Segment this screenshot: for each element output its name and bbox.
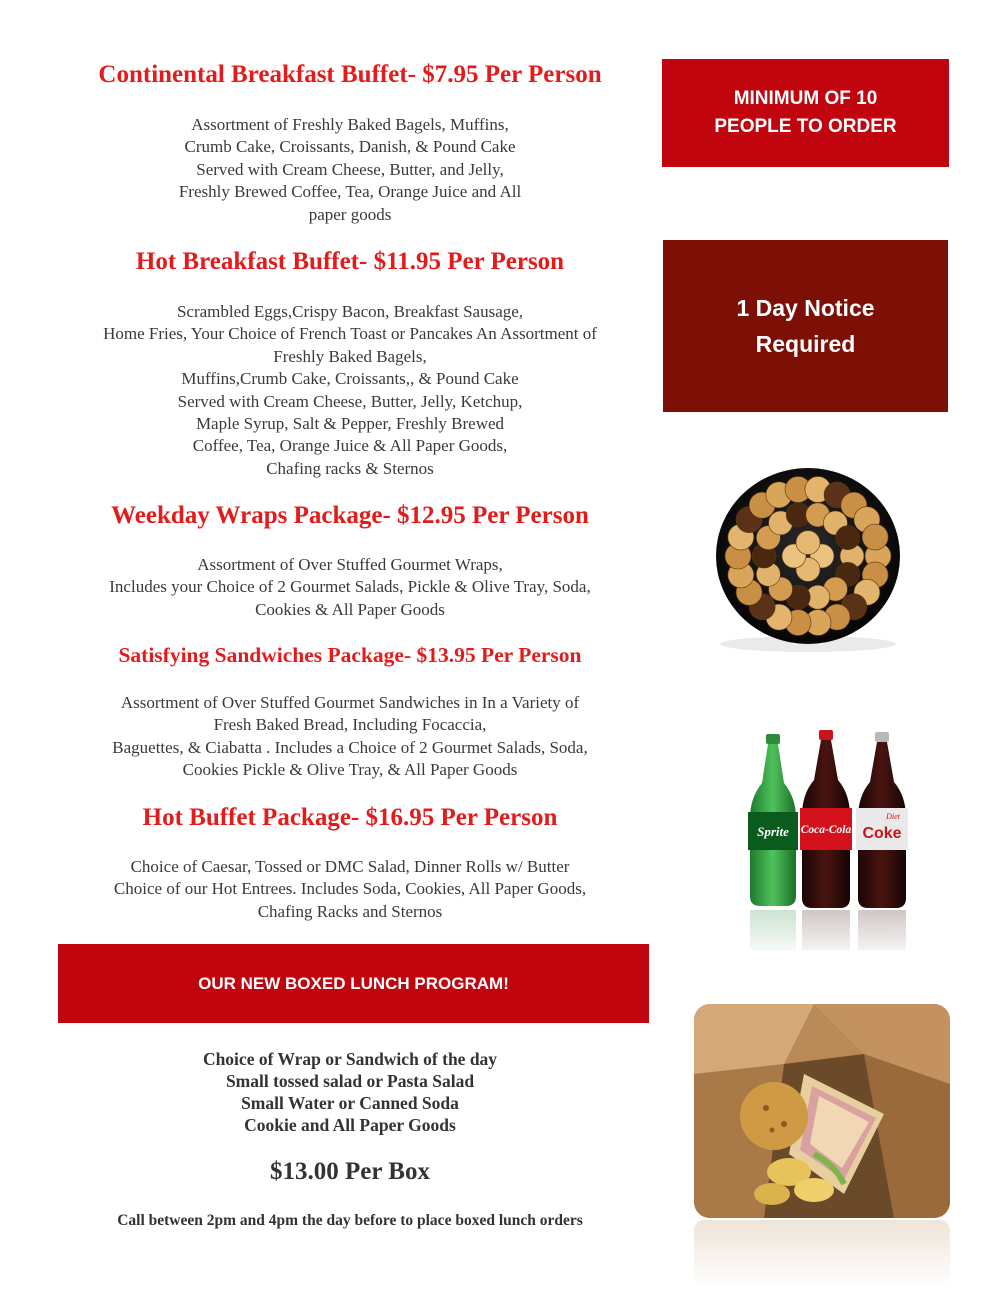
soda-bottles-image [688,728,973,960]
notice-line: PEOPLE TO ORDER [714,116,897,137]
minimum-order-notice [662,59,949,167]
desc-line: paper goods [308,204,392,224]
boxed-lunch-banner: OUR NEW BOXED LUNCH PROGRAM! [58,944,649,1023]
desc-line: Assortment of Over Stuffed Gourmet Sandwiches in In a Variety of [120,693,580,712]
sandwiches-package-title: Satisfying Sandwiches Package- $13.95 Per Person [118,643,582,667]
boxed-item: Small Water or Canned Soda [241,1093,459,1113]
boxed-lunch-items [55,1048,645,1136]
diet-coke-bottle [856,732,908,908]
hot-breakfast-description [55,301,645,480]
hot-breakfast-title: Hot Breakfast Buffet- $11.95 Per Person [135,248,565,275]
boxed-lunch-image [694,1004,950,1288]
weekday-wraps-title: Weekday Wraps Package- $12.95 Per Person [111,502,589,529]
desc-line: Cookies & All Paper Goods [255,599,445,619]
notice-line: 1 Day Notice [736,295,875,321]
desc-line: Chafing Racks and Sternos [257,901,443,921]
hot-buffet-title: Hot Buffet Package- $16.95 Per Person [142,804,558,831]
desc-line: Coffee, Tea, Orange Juice & All Paper Goods, [192,436,508,456]
desc-line: Served with Cream Cheese, Butter, and Jelly, [196,159,504,179]
desc-line: Freshly Baked Bagels, [273,346,427,366]
desc-line: Freshly Brewed Coffee, Tea, Orange Juice and All [178,182,522,202]
boxed-item: Cookie and All Paper Goods [244,1115,456,1135]
sandwiches-package-description [55,692,645,782]
weekday-wraps-description [55,554,645,621]
desc-line: Served with Cream Cheese, Butter, Jelly, Ketchup, [177,391,523,411]
desc-line: Scrambled Eggs,Crispy Bacon, Breakfast Sausage, [176,302,524,321]
desc-line: Crumb Cake, Croissants, Danish, & Pound Cake [184,137,516,157]
desc-line: Includes your Choice of 2 Gourmet Salads, Pickle & Olive Tray, Soda, [109,577,591,597]
desc-line: Muffins,Crumb Cake, Croissants,, & Pound Cake [181,369,519,389]
coca-cola-label: Coca-Cola [800,824,852,836]
cookie [796,531,820,555]
cookie [862,524,888,550]
boxed-item: Small tossed salad or Pasta Salad [225,1071,475,1091]
diet-label: Diet [886,812,900,821]
desc-line: Assortment of Freshly Baked Bagels, Muffins, [191,115,509,134]
coca-cola-bottle [800,730,852,908]
desc-line: Chafing racks & Sternos [266,458,434,478]
desc-line: Baguettes, & Ciabatta . Includes a Choice of 2 Gourmet Salads, Soda, [112,737,588,757]
notice-line: Required [755,331,856,357]
continental-breakfast-description [55,114,645,226]
sprite-label: Sprite [757,824,789,839]
continental-breakfast-title: Continental Breakfast Buffet- $7.95 Per Person [98,61,602,88]
coke-label: Coke [862,825,902,842]
cookie [836,526,860,550]
cookie-platter-image [708,458,908,654]
desc-line: Choice of Caesar, Tossed or DMC Salad, Dinner Rolls w/ Butter [130,857,570,876]
desc-line: Cookies Pickle & Olive Tray, & All Paper Goods [182,760,518,780]
hot-buffet-description [55,856,645,923]
boxed-item: Choice of Wrap or Sandwich of the day [202,1049,498,1069]
boxed-lunch-order-note: Call between 2pm and 4pm the day before to place boxed lunch orders [117,1212,583,1229]
desc-line: Home Fries, Your Choice of French Toast or Pancakes An Assortment of [103,324,597,344]
notice-line: MINIMUM OF 10 [733,88,878,109]
desc-line: Assortment of Over Stuffed Gourmet Wraps, [197,555,503,574]
advance-notice [663,240,948,412]
desc-line: Choice of our Hot Entrees. Includes Soda, Cookies, All Paper Goods, [113,879,587,899]
sprite-bottle [748,734,798,906]
desc-line: Fresh Baked Bread, Including Focaccia, [213,715,487,735]
boxed-lunch-price: $13.00 Per Box [270,1158,430,1185]
desc-line: Maple Syrup, Salt & Pepper, Freshly Brewed [195,414,505,434]
